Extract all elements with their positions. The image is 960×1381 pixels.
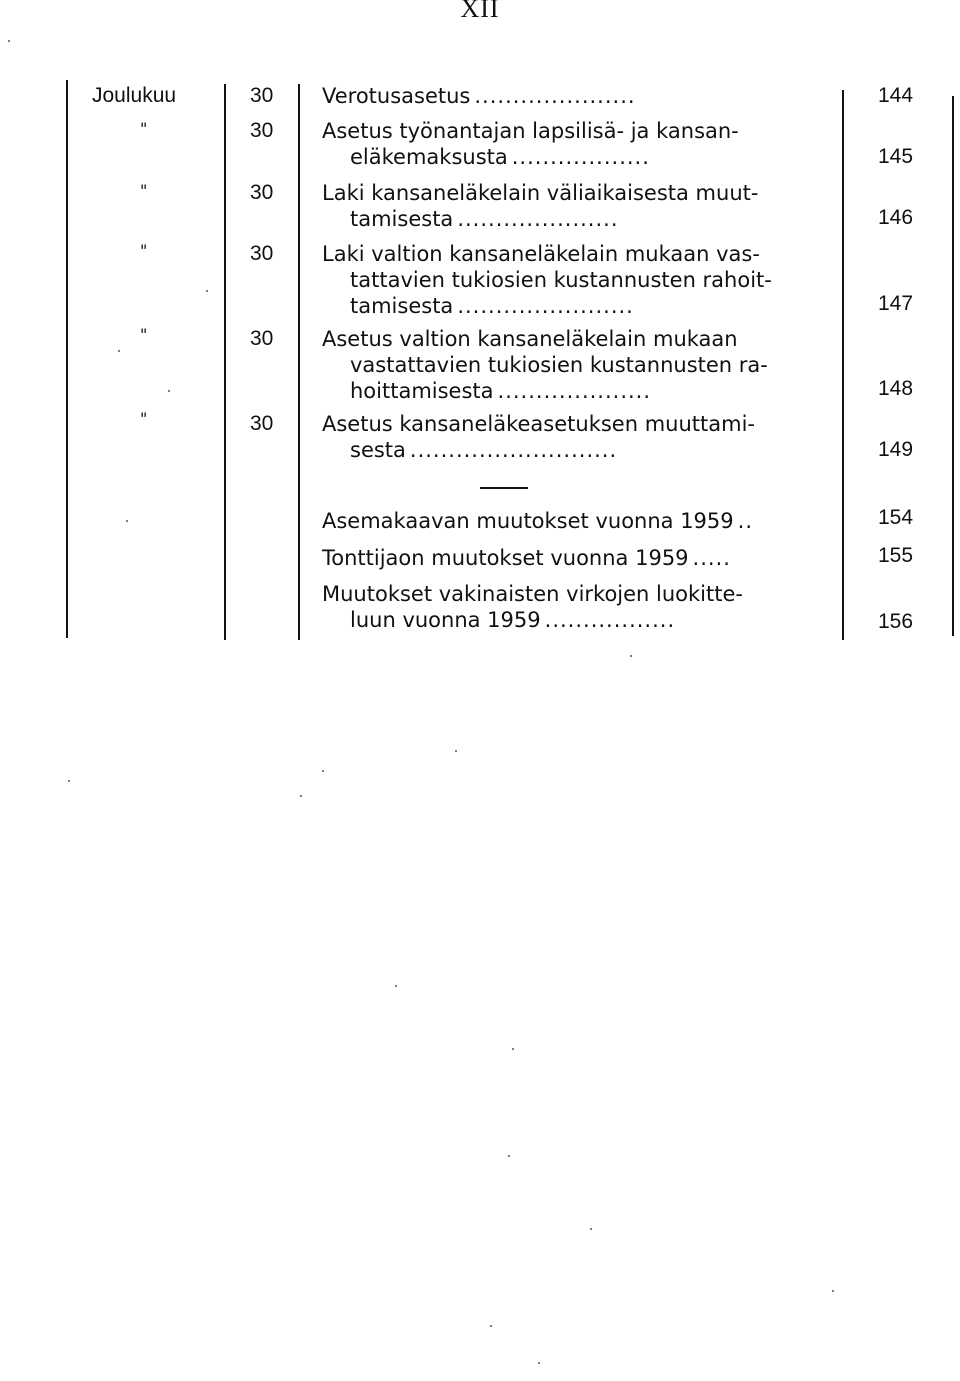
entry-title-line: Asetus valtion kansaneläkelain mukaan <box>322 327 738 351</box>
entry-title-line: Asetus kansaneläkeasetuksen muuttami- <box>322 412 755 436</box>
column-rule-title <box>842 90 844 640</box>
entry-title-line: luun vuonna 1959 ................. <box>350 608 676 632</box>
dot-leader: .................... <box>497 379 652 403</box>
entry-day: 30 <box>250 84 274 107</box>
entry-page: 149 <box>878 438 914 461</box>
scan-speck <box>68 780 70 782</box>
entry-title-line: Tonttijaon muutokset vuonna 1959 ..... <box>322 546 731 570</box>
scan-speck <box>300 795 302 797</box>
scan-speck <box>508 1155 510 1157</box>
ditto-mark: " <box>140 241 148 260</box>
entry-title-line: Asemakaavan muutokset vuonna 1959 .. <box>322 509 754 533</box>
entry-title-line: Asetus työnantajan lapsilisä- ja kansan- <box>322 119 739 143</box>
entry-title-line: tamisesta ..................... <box>350 207 619 231</box>
entry-title-line: tattavien tukiosien kustannusten rahoit- <box>350 268 772 292</box>
scan-speck <box>630 655 632 657</box>
section-separator <box>480 487 528 489</box>
dot-leader: ..... <box>692 546 731 570</box>
entry-title <box>322 83 636 109</box>
column-rule-left <box>66 80 68 638</box>
scan-speck <box>206 290 208 292</box>
dot-leader: ........................... <box>409 438 618 462</box>
ditto-mark: " <box>140 119 148 138</box>
supplement-page: 156 <box>878 610 914 633</box>
dot-leader: ................. <box>544 608 676 632</box>
scan-speck <box>126 520 128 522</box>
ditto-mark: " <box>140 181 148 200</box>
entry-day: 30 <box>250 327 274 350</box>
entry-title <box>322 180 758 232</box>
scan-speck <box>832 1290 834 1292</box>
scan-speck <box>322 770 324 772</box>
dot-leader: .. <box>737 509 754 533</box>
dot-leader: ..................... <box>474 84 636 108</box>
entry-day: 30 <box>250 242 274 265</box>
column-rule-month <box>224 84 226 640</box>
entry-title-line: sesta ........................... <box>350 438 618 462</box>
scan-speck <box>490 1325 492 1327</box>
entry-title-line: Laki kansaneläkelain väliaikaisesta muut- <box>322 181 759 205</box>
entry-page: 145 <box>878 145 914 168</box>
scan-speck <box>8 40 10 42</box>
scan-speck <box>395 985 397 987</box>
scan-speck <box>538 1362 540 1364</box>
entry-page: 144 <box>878 84 914 107</box>
entry-title-line: vastattavien tukiosien kustannusten ra- <box>350 353 768 377</box>
scan-speck <box>168 390 170 392</box>
column-rule-day <box>298 84 300 640</box>
supplement-title <box>322 508 753 534</box>
ditto-mark: " <box>140 325 148 344</box>
entry-day: 30 <box>250 181 274 204</box>
entry-page: 147 <box>878 292 914 315</box>
entry-day: 30 <box>250 119 274 142</box>
entry-day: 30 <box>250 412 274 435</box>
entry-page: 146 <box>878 206 914 229</box>
supplement-title <box>322 545 731 571</box>
page-number: XII <box>460 0 500 23</box>
dot-leader: ....................... <box>457 294 634 318</box>
entry-title <box>322 326 768 404</box>
entry-title <box>322 241 772 319</box>
scan-speck <box>512 1048 514 1050</box>
column-rule-right <box>952 96 954 636</box>
scan-speck <box>455 750 457 752</box>
supplement-page: 154 <box>878 506 914 529</box>
entry-title-line: hoittamisesta .................... <box>350 379 652 403</box>
dot-leader: ..................... <box>457 207 619 231</box>
entry-title-line: Muutokset vakinaisten virkojen luokitte- <box>322 582 743 606</box>
scan-speck <box>590 1228 592 1230</box>
ditto-mark: " <box>140 409 148 428</box>
scan-speck <box>118 350 120 352</box>
entry-title <box>322 118 739 170</box>
entry-title-line: Laki valtion kansaneläkelain mukaan vas- <box>322 242 760 266</box>
supplement-page: 155 <box>878 544 914 567</box>
entry-month: Joulukuu <box>92 84 177 107</box>
entry-title-line: Verotusasetus ..................... <box>322 84 636 108</box>
supplement-title <box>322 581 743 633</box>
entry-title-line: eläkemaksusta .................. <box>350 145 650 169</box>
entry-page: 148 <box>878 377 914 400</box>
entry-title <box>322 411 755 463</box>
entry-title-line: tamisesta ....................... <box>350 294 634 318</box>
dot-leader: .................. <box>511 145 650 169</box>
